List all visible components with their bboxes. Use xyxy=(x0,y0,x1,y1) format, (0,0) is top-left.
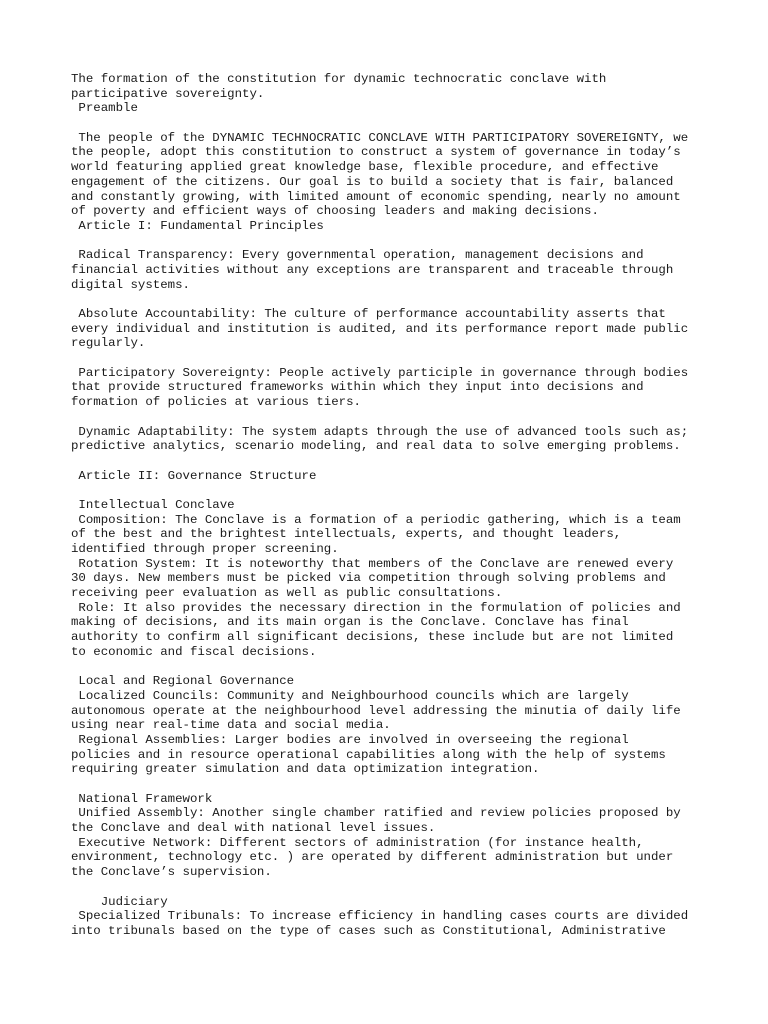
text-line: of the best and the brightest intellectuals, experts, and thought leaders, xyxy=(71,527,622,542)
text-line: Radical Transparency: Every governmental operation, management decisions and xyxy=(71,248,644,263)
text-line: Judiciary xyxy=(71,894,168,909)
text-line: receiving peer evaluation as well as public consultations. xyxy=(71,586,503,601)
blank-line xyxy=(71,351,721,366)
text-line: engagement of the citizens. Our goal is to build a society that is fair, balanced xyxy=(71,174,674,189)
text-line: predictive analytics, scenario modeling, and real data to solve emerging problems. xyxy=(71,439,681,454)
blank-line xyxy=(71,292,721,307)
text-line: 30 days. New members must be picked via competition through solving problems and xyxy=(71,571,666,586)
blank-line xyxy=(71,410,721,425)
text-line: Unified Assembly: Another single chamber ratified and review policies proposed by xyxy=(71,806,681,821)
text-line: regularly. xyxy=(71,336,146,351)
blank-line xyxy=(71,116,721,131)
text-line: The people of the DYNAMIC TECHNOCRATIC CONCLAVE WITH PARTICIPATORY SOVEREIGNTY, we xyxy=(71,130,689,145)
text-line: Composition: The Conclave is a formation of a periodic gathering, which is a team xyxy=(71,512,681,527)
text-line: Executive Network: Different sectors of administration (for instance health, xyxy=(71,835,644,850)
text-line: Participatory Sovereignty: People actively participle in governance through bodies xyxy=(71,365,689,380)
text-line: authority to confirm all significant decisions, these include but are not limited xyxy=(71,630,674,645)
text-line: participative sovereignty. xyxy=(71,86,265,101)
text-line: digital systems. xyxy=(71,277,190,292)
text-line: of poverty and efficient ways of choosing leaders and making decisions. xyxy=(71,204,599,219)
text-line: into tribunals based on the type of cases such as Constitutional, Administrative xyxy=(71,923,666,938)
text-line: The formation of the constitution for dynamic technocratic conclave with xyxy=(71,72,607,86)
text-line: environment, technology etc. ) are operated by different administration but under xyxy=(71,850,674,865)
blank-line xyxy=(71,777,721,792)
text-line: to economic and fiscal decisions. xyxy=(71,644,317,659)
blank-line xyxy=(71,483,721,498)
text-line: formation of policies at various tiers. xyxy=(71,395,361,410)
document-page xyxy=(71,72,721,939)
blank-line xyxy=(71,454,721,469)
text-line: Local and Regional Governance xyxy=(71,674,295,689)
text-line: and constantly growing, with limited amount of economic spending, nearly no amount xyxy=(71,189,681,204)
text-line: the Conclave’s supervision. xyxy=(71,865,272,880)
text-line: Preamble xyxy=(71,101,138,116)
blank-line xyxy=(71,880,721,895)
text-line: world featuring applied great knowledge base, flexible procedure, and effective xyxy=(71,160,659,175)
text-line: the Conclave and deal with national level issues. xyxy=(71,821,436,836)
text-line: using near real-time data and social media. xyxy=(71,718,391,733)
text-line: policies and in resource operational capabilities along with the help of systems xyxy=(71,747,666,762)
text-line: Article I: Fundamental Principles xyxy=(71,218,324,233)
text-line: making of decisions, and its main organ is the Conclave. Conclave has final xyxy=(71,615,629,630)
blank-line xyxy=(71,660,721,675)
text-line: autonomous operate at the neighbourhood level addressing the minutia of daily life xyxy=(71,703,681,718)
blank-line xyxy=(71,234,721,249)
text-line: Dynamic Adaptability: The system adapts through the use of advanced tools such as; xyxy=(71,424,689,439)
text-line: the people, adopt this constitution to construct a system of governance in today’s xyxy=(71,145,681,160)
text-line: Localized Councils: Community and Neighbourhood councils which are largely xyxy=(71,688,629,703)
text-line: every individual and institution is audited, and its performance report made public xyxy=(71,321,689,336)
text-line: Article II: Governance Structure xyxy=(71,468,317,483)
text-line: Specialized Tribunals: To increase efficiency in handling cases courts are divided xyxy=(71,909,689,924)
text-line: National Framework xyxy=(71,791,213,806)
text-line: Absolute Accountability: The culture of performance accountability asserts that xyxy=(71,307,666,321)
text-line: that provide structured frameworks within which they input into decisions and xyxy=(71,380,644,395)
text-line: Regional Assemblies: Larger bodies are involved in overseeing the regional xyxy=(71,732,629,747)
text-line: Intellectual Conclave xyxy=(71,497,235,512)
text-line: Role: It also provides the necessary direction in the formulation of policies and xyxy=(71,600,681,615)
text-line: financial activities without any exceptions are transparent and traceable through xyxy=(71,262,674,277)
text-line: Rotation System: It is noteworthy that members of the Conclave are renewed every xyxy=(71,556,674,571)
text-line: identified through proper screening. xyxy=(71,542,339,556)
text-line: requiring greater simulation and data optimization integration. xyxy=(71,762,540,777)
